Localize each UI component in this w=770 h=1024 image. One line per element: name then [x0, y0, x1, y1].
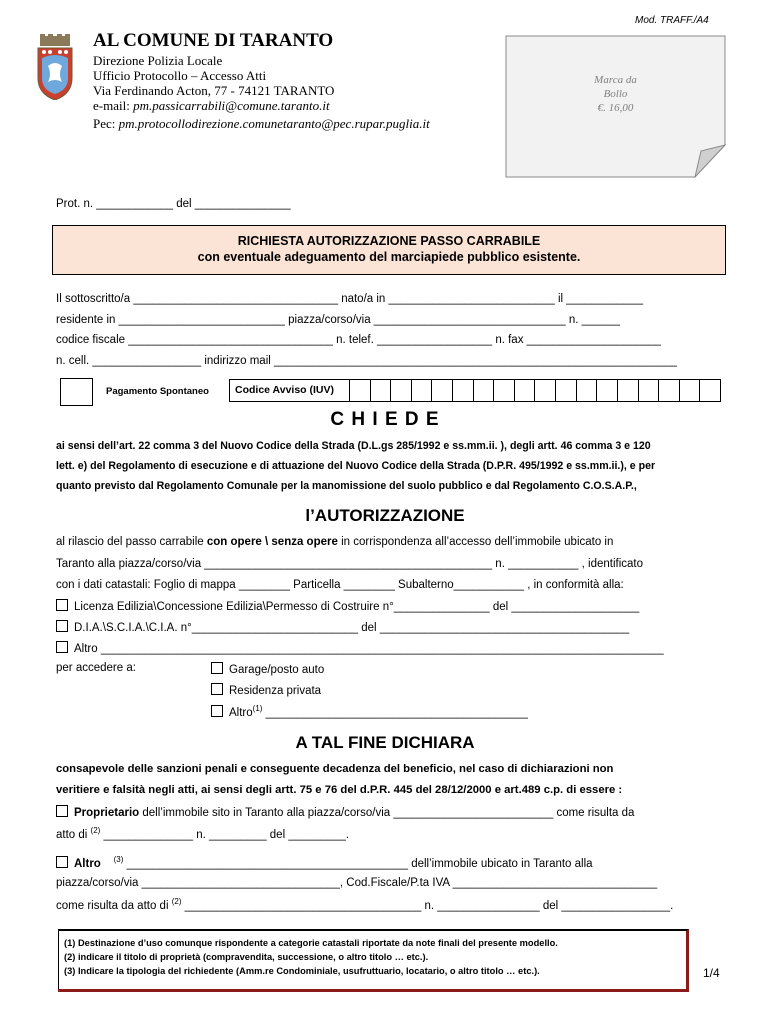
other-option-label: Altro [74, 857, 101, 870]
autorizzazione-line-3[interactable]: con i dati catastali: Foglio di mappa ________ Particella ________ Subalterno___________ , in conformità alla: [56, 579, 624, 591]
footnote-ref-2: (2) [90, 826, 101, 835]
iuv-digit-cell[interactable] [639, 380, 660, 401]
footnote-1: (1) Destinazione d’uso comunque rispondente a categorie catastali riportate da note finali del presente modello. [64, 938, 558, 948]
other-deed-label: come risulta da atto di [56, 899, 172, 912]
iuv-digit-cell[interactable] [494, 380, 515, 401]
access-option-altro-label: Altro [229, 706, 253, 719]
access-option-garage[interactable] [211, 662, 324, 676]
owner-option-text[interactable]: dell’immobile sito in Taranto alla piazza/corso/via _________________________ come risulta da [139, 807, 635, 819]
owner-deed-blanks[interactable]: ______________ n. _________ del _________. [100, 828, 350, 841]
owner-deed-line[interactable] [56, 826, 349, 841]
iuv-digit-cell[interactable] [412, 380, 433, 401]
checkbox-icon[interactable] [56, 805, 68, 817]
footnotes-box [58, 929, 689, 992]
owner-option-label: Proprietario [74, 807, 140, 819]
dichiara-heading: A TAL FINE DICHIARA [295, 733, 475, 752]
footnote-ref-1: (1) [252, 704, 263, 713]
iuv-code-field[interactable] [229, 379, 721, 402]
checkbox-icon[interactable] [56, 856, 68, 868]
other-deed-line[interactable] [56, 897, 673, 912]
stamp-line-3: €. 16,00 [597, 102, 634, 114]
iuv-digit-cell[interactable] [515, 380, 536, 401]
other-deed-blanks[interactable]: _____________________________________ n. ________________ del _________________. [181, 899, 674, 912]
pec-label: Pec: [93, 116, 119, 131]
iuv-digit-cell[interactable] [556, 380, 577, 401]
autorizzazione-line-1 [56, 536, 613, 548]
iuv-digit-cell[interactable] [535, 380, 556, 401]
request-title-banner [52, 225, 726, 275]
chiede-heading: C H I E D E [330, 409, 440, 430]
auth-text-a: al rilascio del passo carrabile [56, 536, 207, 548]
iuv-digit-cell[interactable] [391, 380, 412, 401]
chiede-paragraph-2: lett. e) del Regolamento di esecuzione e di attuazione del Nuovo Codice della Strada (D.P.R. 495/1992 e ss.mm.ii.), e per [56, 460, 656, 472]
form-code: Mod. TRAFF./A4 [635, 15, 709, 26]
email-link[interactable]: pm.passicarrabili@comune.taranto.it [133, 98, 330, 113]
access-option-residence-label: Residenza privata [229, 685, 322, 697]
iuv-label: Codice Avviso (IUV) [230, 380, 350, 401]
iuv-digit-cell[interactable] [700, 380, 720, 401]
other-address-line[interactable]: piazza/corso/via _______________________________, Cod.Fiscale/P.ta IVA ________________________________ [56, 877, 658, 889]
chiede-paragraph-3: quanto previsto dal Regolamento Comunale per la manomissione del suolo pubblico e dal Regolamento C.O.S.A.P., [56, 480, 637, 492]
email-label: e-mail: [93, 98, 134, 113]
iuv-digit-cell[interactable] [577, 380, 598, 401]
iuv-digit-cell[interactable] [618, 380, 639, 401]
access-label: per accedere a: [56, 662, 136, 674]
applicant-row-2[interactable]: residente in __________________________ piazza/corso/via ______________________________ n. ______ [56, 314, 621, 326]
pec-link[interactable]: pm.protocollodirezione.comunetaranto@pec.rupar.puglia.it [118, 116, 430, 131]
iuv-digit-cell[interactable] [350, 380, 371, 401]
autorizzazione-line-2[interactable]: Taranto alla piazza/corso/via _____________________________________________ n. ___________ , identificato [56, 558, 644, 570]
checkbox-icon[interactable] [56, 641, 68, 653]
revenue-stamp-box [505, 35, 726, 178]
header-line-1: Direzione Polizia Locale [93, 53, 223, 68]
payment-checkbox[interactable] [60, 378, 93, 406]
iuv-digit-cell[interactable] [432, 380, 453, 401]
footnote-ref-3: (3) [113, 855, 124, 864]
iuv-digit-cell[interactable] [453, 380, 474, 401]
header-email-row [93, 98, 330, 114]
applicant-row-1[interactable]: Il sottoscritto/a ________________________________ nato/a in __________________________ il ____________ [56, 293, 644, 305]
page-number: 1/4 [703, 966, 720, 980]
header-line-2: Ufficio Protocollo – Accesso Atti [93, 68, 267, 83]
owner-deed-label: atto di [56, 828, 91, 841]
footnote-3: (3) Indicare la tipologia del richiedente (Amm.re Condominiale, usufruttuario, locatario, o altro titolo … etc.). [64, 966, 540, 976]
coat-of-arms-logo [34, 34, 76, 100]
banner-subtitle: con eventuale adeguamento del marciapiede pubblico esistente. [197, 250, 581, 264]
header-pec-row [93, 116, 430, 132]
iuv-digit-cell[interactable] [371, 380, 392, 401]
banner-title: RICHIESTA AUTORIZZAZIONE PASSO CARRABILE [237, 234, 541, 248]
auth-text-c: in corrispondenza all’accesso dell’immobile ubicato in [337, 536, 614, 548]
iuv-digit-cell[interactable] [474, 380, 495, 401]
checkbox-icon[interactable] [211, 683, 223, 695]
footnote-ref-2b: (2) [171, 897, 182, 906]
permit-option-licenza-label: Licenza Edilizia\Concessione Edilizia\Permesso di Costruire n°_______________ del ____________________ [74, 601, 640, 613]
iuv-digit-cell[interactable] [659, 380, 680, 401]
footnote-2: (2) indicare il titolo di proprietà (compravendita, successione, o altro titolo … etc.). [64, 952, 429, 962]
payment-label: Pagamento Spontaneo [106, 386, 209, 397]
permit-option-altro[interactable] [56, 641, 664, 655]
with-without-works-option[interactable]: con opere \ senza opere [206, 536, 338, 548]
iuv-digit-cell[interactable] [597, 380, 618, 401]
other-option[interactable] [56, 855, 593, 870]
permit-option-licenza[interactable] [56, 599, 639, 613]
autorizzazione-heading: l’AUTORIZZAZIONE [305, 506, 465, 525]
checkbox-icon[interactable] [56, 599, 68, 611]
access-option-altro[interactable] [211, 704, 528, 719]
applicant-row-4[interactable]: n. cell. _________________ indirizzo mail _______________________________________________________________ [56, 355, 677, 367]
access-altro-blank[interactable]: _________________________________________ [262, 706, 528, 719]
other-option-text[interactable]: ____________________________________________ dell’immobile ubicato in Taranto alla [123, 857, 593, 870]
iuv-digit-cell[interactable] [680, 380, 701, 401]
checkbox-icon[interactable] [211, 662, 223, 674]
dichiara-paragraph-2: veritiere e falsità negli atti, ai sensi degli artt. 75 e 76 del d.P.R. 445 del 28/12/2000 e art.489 c.p. di essere : [56, 784, 623, 796]
addressee-title: AL COMUNE DI TARANTO [93, 30, 334, 51]
permit-option-altro-label: Altro ________________________________________________________________________________________ [74, 643, 664, 655]
checkbox-icon[interactable] [211, 705, 223, 717]
chiede-paragraph-1: ai sensi dell’art. 22 comma 3 del Nuovo Codice della Strada (D.L.gs 285/1992 e ss.mm.ii. ), degli artt. 46 comma 3 e 120 [56, 440, 651, 452]
owner-option[interactable] [56, 805, 634, 819]
permit-option-dia-label: D.I.A.\S.C.I.A.\C.I.A. n°__________________________ del _______________________________________ [74, 622, 630, 634]
header-line-3: Via Ferdinando Acton, 77 - 74121 TARANTO [93, 83, 335, 98]
applicant-row-3[interactable]: codice fiscale ________________________________ n. telef. __________________ n. fax _____________________ [56, 334, 661, 346]
access-option-garage-label: Garage/posto auto [229, 664, 325, 676]
access-option-residence[interactable] [211, 683, 321, 697]
stamp-line-2: Bollo [603, 88, 628, 100]
protocol-number-line[interactable]: Prot. n. ____________ del _______________ [56, 198, 291, 210]
checkbox-icon[interactable] [56, 620, 68, 632]
permit-option-dia[interactable] [56, 620, 629, 634]
stamp-line-1: Marca da [594, 74, 637, 86]
dichiara-paragraph-1: consapevole delle sanzioni penali e conseguente decadenza del beneficio, nel caso di dichiarazioni non [56, 763, 614, 775]
